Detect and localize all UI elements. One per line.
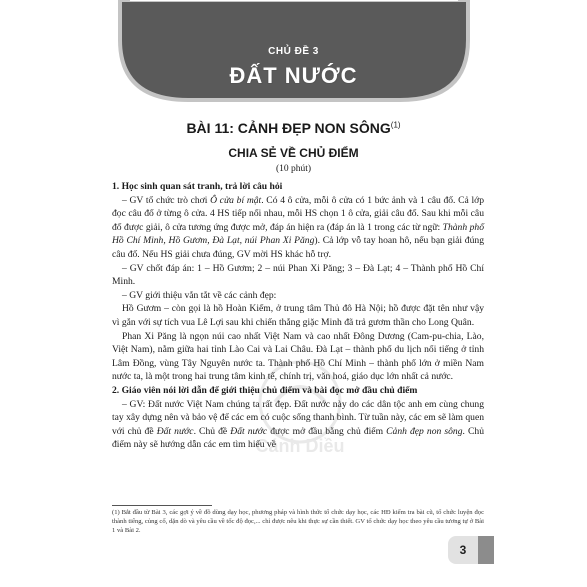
p1-text-c: . Có 4 ô cửa, mỗi ô cửa có 1 bức ảnh và 1 câu đố. Cả lớp đọc câu đố ở từng ô cửa. 4 HS tiếp nối nhau, mỗi HS chọn 1 ô cửa, giải câu đố. Sau khi mỗi câu đố được giải, ô cửa tương ứng được mở, đáp án hiện ra (đáp án là 1 trong các từ ngữ: [112,194,485,233]
chapter-label: CHỦ ĐỀ 3 [268,46,319,57]
paragraph-4: Hồ Gươm – còn gọi là hồ Hoàn Kiếm, ở trung tâm Thủ đô Hà Nội; hồ được đặt tên như vậy vì gắn với sự tích vua Lê Lợi sau khi chiến thắng giặc Minh đã trả gươm thần cho Long Quân. [112,303,484,328]
heading-1: 1. Học sinh quan sát tranh, trả lời câu hỏi [112,181,283,192]
page-number: 3 [448,536,478,564]
p6-italic-b: Đất nước [156,425,194,437]
watermark-text: Cánh Diều [255,436,345,456]
p1-text-a: – GV tổ chức trò chơi [122,194,211,206]
p6-italic-f: Cảnh đẹp non sông [386,425,463,437]
paragraph-1 [112,194,484,262]
footnote: (1) Bắt đầu từ Bài 3, các gợi ý về đồ dùng dạy học, phương pháp và hình thức tổ chức dạy học, các HĐ kiểm tra bài cũ, tổ chức luyện đọc thành tiếng, củng cố, dặn dò và yêu cầu về tốc độ đọc,... chỉ được nêu khi thực sự cần thiết. GV tổ chức dạy học theo yêu cầu tương tự ở Bài 1 và Bài 2. [112,509,484,535]
p1-text-e: ). Cả lớp vỗ tay hoan hô, nếu bạn giải đúng câu đố. Nếu HS giải chưa đúng, GV mời HS khác hỗ trợ. [112,235,484,260]
lesson-title-text: BÀI 11: CẢNH ĐẸP NON SÔNG [186,120,391,136]
p6-text-g: . Chủ điểm này sẽ hướng dẫn các em tìm hiểu về [112,425,485,451]
paragraph-3: – GV giới thiệu vắn tắt về các cảnh đẹp: [122,289,277,301]
heading-2: 2. Giáo viên nói lời dẫn để giới thiệu chủ điểm và bài đọc mở đầu chủ điểm [112,384,418,396]
p1-italic-b: Ô cửa bí mật [210,194,262,206]
p6-text-a: – GV: Đất nước Việt Nam chúng ta rất đẹp. Đất nước này do các dân tộc anh em cùng chung tay xây dựng nên và bảo vệ để các em có cuộc sống thanh bình. Từ tuần này, các em sẽ làm quen với chủ đề [112,398,484,437]
lesson-title [0,120,587,136]
footnote-divider [112,505,212,506]
lesson-body [112,180,484,452]
paragraph-6 [112,398,484,452]
section-duration: (10 phút) [275,164,312,174]
section-title: CHIA SẺ VỀ CHỦ ĐIỂM [228,146,359,160]
chapter-title: ĐẤT NƯỚC [229,63,358,88]
page-number-tab [478,536,494,564]
p6-text-e: được mở đầu bằng chủ điểm [267,425,387,437]
p1-italic-d: Thành phố Hồ Chí Minh, Hồ Gươm, Đà Lạt, núi Phan Xi Păng [112,221,485,247]
paragraph-5: Phan Xi Păng là ngọn núi cao nhất Việt Nam và cao nhất Đông Dương (Cam-pu-chia, Lào, Việt Nam), nằm giữa hai tỉnh Lào Cai và Lai Châu. Đà Lạt – thành phố du lịch nổi tiếng ở tỉnh Lâm Đồng, vùng Tây Nguyên nước ta. Thành phố Hồ Chí Minh – thành phố lớn ở miền Nam nước ta, là một trong hai trung tâm kinh tế, chính trị, văn hoá, giáo dục lớn nhất cả nước. [112,330,484,383]
lesson-footnote-mark: (1) [390,120,401,130]
p6-text-c: . Chủ đề [193,425,231,437]
paragraph-2: – GV chốt đáp án: 1 – Hồ Gươm; 2 – núi Phan Xi Păng; 3 – Đà Lạt; 4 – Thành phố Hồ Chí Minh. [112,262,484,288]
p6-italic-d: Đất nước [230,425,268,437]
